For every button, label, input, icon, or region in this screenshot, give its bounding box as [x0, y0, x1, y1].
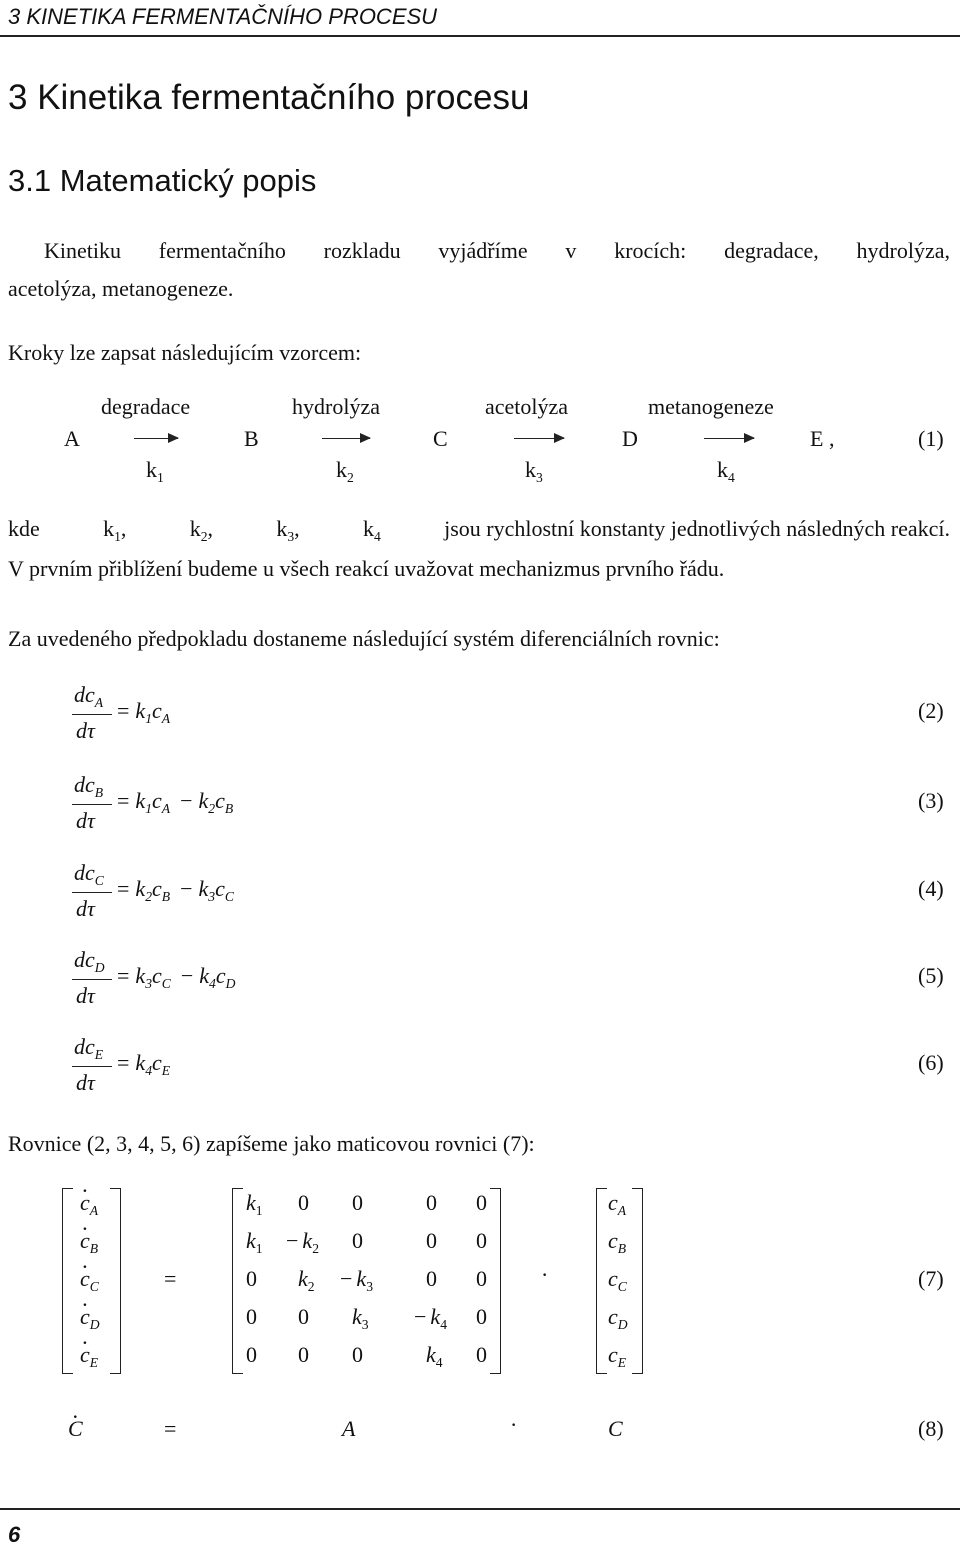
equation-3-numerator	[74, 772, 103, 798]
rhs-entry-a-sub: A	[617, 1202, 627, 1218]
equation-5-term-1-k-base: k	[135, 963, 146, 988]
equation-number-2: (2)	[918, 698, 944, 723]
species-e: E ,	[810, 426, 835, 451]
compact-matrix-a: A	[342, 1416, 356, 1441]
rhs-entry-c-sub: C	[617, 1278, 627, 1294]
equation-2-equals: =	[117, 698, 130, 723]
equation-2-num-sub: A	[94, 694, 104, 710]
equation-2-term-1-c-base: c	[152, 698, 162, 723]
matrix-cell-r1-c3: 0	[352, 1190, 363, 1215]
step-label-hydrolyza: hydrolýza	[292, 394, 380, 419]
rhs-entry-b	[608, 1228, 626, 1254]
equation-5-fraction-line	[72, 979, 112, 980]
step-label-metanogeneze: metanogeneze	[648, 394, 774, 419]
equation-3-term-1	[135, 788, 171, 816]
arrow-1	[134, 438, 178, 439]
matrix-cell-r4-c5: 0	[476, 1304, 487, 1329]
equation-2-numerator	[74, 682, 103, 708]
matrix-cell-r5-c4	[426, 1342, 443, 1368]
matrix-cell-r4-c1: 0	[246, 1304, 257, 1329]
lhs-entry-a-c: · c	[80, 1190, 90, 1215]
equation-3-fraction-line	[72, 804, 112, 805]
equation-6-numerator	[74, 1034, 103, 1060]
matrix-cell-r4-c3-sub: 3	[361, 1316, 369, 1332]
equation-4-rhs	[117, 876, 234, 902]
matrix-cell-r1-c4: 0	[426, 1190, 437, 1215]
page-number: 6	[8, 1522, 21, 1547]
matrix-cell-r2-c1	[246, 1228, 263, 1254]
equation-5-term-2	[199, 963, 236, 991]
matrix-dot-operator: ·	[541, 1262, 549, 1287]
equation-6-rhs	[117, 1050, 170, 1076]
paragraph-2: Kroky lze zapsat následujícím vzorcem:	[8, 340, 362, 365]
lhs-entry-e-c: · c	[80, 1342, 90, 1367]
rate-constant-k1: $k_1$	[146, 457, 164, 485]
rate-constant-k4: $k_4$	[717, 457, 735, 485]
equation-4-term-1-c-base: c	[152, 876, 162, 901]
equation-2-denominator: dτ	[76, 718, 95, 743]
rhs-entry-d-c: c	[608, 1304, 618, 1329]
equation-3-term-2	[198, 788, 234, 816]
equation-5-term-1-c-base: c	[152, 963, 162, 988]
lhs-entry-b-sub: B	[89, 1240, 99, 1256]
equation-number-4: (4)	[918, 876, 944, 901]
paragraph-5: Rovnice (2, 3, 4, 5, 6) zapíšeme jako maticovou rovnici (7):	[8, 1131, 535, 1156]
compact-lhs-cdot: · C	[68, 1416, 83, 1442]
matrix-cell-r5-c5: 0	[476, 1342, 487, 1367]
lhs-entry-e-sub: E	[89, 1354, 99, 1370]
rhs-entry-a	[608, 1190, 626, 1216]
equation-4-term-1	[135, 876, 171, 904]
equation-3-num-base: dc	[74, 772, 95, 797]
matrix-bracket-right	[490, 1188, 501, 1374]
matrix-cell-r1-c1-k: k	[246, 1190, 256, 1215]
matrix-cell-r1-c1	[246, 1190, 263, 1216]
equation-4-num-sub: C	[94, 872, 104, 888]
compact-vector-c: C	[608, 1416, 623, 1441]
running-header: 3 KINETIKA FERMENTAČNÍHO PROCESU	[8, 4, 438, 29]
compact-equals: =	[164, 1416, 177, 1441]
rhs-entry-e-c: c	[608, 1342, 618, 1367]
equation-4-term-2	[198, 876, 234, 904]
rhs-bracket-left	[596, 1188, 607, 1374]
header-rule	[0, 35, 960, 37]
equation-6-term-1-k-sub: 4	[145, 1062, 152, 1078]
equation-3-rhs	[117, 788, 233, 814]
equation-4-term-1-c-sub: B	[161, 888, 171, 904]
equation-4-term-2-c-sub: C	[224, 888, 234, 904]
equation-5-term-1-k-sub: 3	[145, 975, 152, 991]
equation-5-denominator: dτ	[76, 983, 95, 1008]
equation-5-num-base: dc	[74, 947, 95, 972]
matrix-cell-r3-c3	[340, 1266, 373, 1292]
subsection-title: 3.1 Matematický popis	[8, 163, 317, 198]
matrix-cell-r1-c2: 0	[298, 1190, 309, 1215]
paragraph-1-line-2: acetolýza, metanogeneze.	[8, 276, 234, 301]
rate-constant-k3: $k_3$	[525, 457, 543, 485]
equation-3-term-1-c-base: c	[152, 788, 162, 813]
lhs-bracket-left	[62, 1188, 73, 1374]
matrix-cell-r2-c1-k: k	[246, 1228, 256, 1253]
matrix-cell-r5-c1: 0	[246, 1342, 257, 1367]
matrix-cell-r5-c4-sub: 4	[435, 1354, 443, 1370]
equation-3-denominator: dτ	[76, 808, 95, 833]
equation-5-term-2-c-base: c	[215, 963, 226, 988]
rhs-entry-e-sub: E	[617, 1354, 627, 1370]
matrix-cell-r1-c5: 0	[476, 1190, 487, 1215]
matrix-equals: =	[164, 1266, 177, 1291]
species-c: C	[433, 426, 448, 451]
lhs-entry-e	[80, 1342, 98, 1368]
equation-3-term-1-c-sub: A	[161, 800, 171, 816]
paragraph-4: Za uvedeného předpokladu dostaneme následující systém diferenciálních rovnic:	[8, 626, 720, 651]
equation-5-num-sub: D	[94, 959, 105, 975]
lhs-entry-a-sub: A	[89, 1202, 99, 1218]
matrix-cell-r2-c4: 0	[426, 1228, 437, 1253]
matrix-cell-r2-c2-sub: 2	[312, 1240, 319, 1256]
paragraph-3-line-1: kde $k_1$, $k_2$, $k_3$, $k_4$ jsou rychlostní konstanty jednotlivých následných reakcí.	[8, 516, 950, 544]
equation-5-term-1	[135, 963, 171, 991]
equation-6-term-1-c-base: c	[152, 1050, 162, 1075]
equation-2-rhs	[117, 698, 170, 724]
equation-5-numerator	[74, 947, 105, 973]
matrix-cell-r4-c3	[352, 1304, 369, 1330]
equation-2-term-1-k-sub: 1	[145, 710, 152, 726]
equation-6-num-base: dc	[74, 1034, 95, 1059]
equation-6-term-1-c-sub: E	[161, 1062, 171, 1078]
species-a: A	[64, 426, 80, 451]
equation-number-7: (7)	[918, 1266, 944, 1291]
matrix-cell-r5-c2: 0	[298, 1342, 309, 1367]
equation-5-rhs	[117, 963, 235, 989]
equation-3-equals: =	[117, 788, 130, 813]
lhs-entry-b-c: · c	[80, 1228, 90, 1253]
equation-4-term-2-k-base: k	[198, 876, 209, 901]
matrix-cell-r2-c1-sub: 1	[255, 1240, 263, 1256]
equation-4-denominator: dτ	[76, 896, 95, 921]
equation-number-3: (3)	[918, 788, 944, 813]
species-d: D	[622, 426, 638, 451]
matrix-cell-r3-c2-sub: 2	[307, 1278, 315, 1294]
equation-3-term-2-c-sub: B	[224, 800, 234, 816]
step-label-degradace: degradace	[101, 394, 191, 419]
equation-3-term-2-k-base: k	[198, 788, 209, 813]
matrix-cell-r3-c3-sub: 3	[366, 1278, 373, 1294]
section-title: 3 Kinetika fermentačního procesu	[8, 78, 530, 117]
equation-3-term-1-k-sub: 1	[145, 800, 152, 816]
matrix-cell-r5-c4-k: k	[426, 1342, 436, 1367]
step-label-acetolyza: acetolýza	[485, 394, 569, 419]
equation-5-equals: =	[117, 963, 130, 988]
lhs-entry-d	[80, 1304, 100, 1330]
equation-number-5: (5)	[918, 963, 944, 988]
matrix-cell-r2-c2-k: k	[302, 1228, 313, 1253]
arrow-4	[704, 438, 754, 439]
equation-number-1: (1)	[918, 426, 944, 451]
rhs-entry-e	[608, 1342, 626, 1368]
matrix-cell-r3-c4: 0	[426, 1266, 437, 1291]
arrow-3	[514, 438, 564, 439]
matrix-cell-r4-c4	[414, 1304, 447, 1330]
paragraph-3-line-2: V prvním přiblížení budeme u všech reakcí uvažovat mechanizmus prvního řádu.	[8, 556, 725, 581]
lhs-entry-d-sub: D	[89, 1316, 100, 1332]
matrix-cell-r4-c2: 0	[298, 1304, 309, 1329]
equation-6-equals: =	[117, 1050, 130, 1075]
lhs-entry-c-c: · c	[80, 1266, 90, 1291]
equation-6-denominator: dτ	[76, 1070, 95, 1095]
equation-2-term-1-c-sub: A	[161, 710, 171, 726]
rhs-entry-a-c: c	[608, 1190, 618, 1215]
equation-3-term-2-k-sub: 2	[208, 800, 216, 816]
equation-4-term-2-c-base: c	[215, 876, 225, 901]
matrix-cell-r3-c2	[298, 1266, 315, 1292]
equation-3-term-1-k-base: k	[135, 788, 146, 813]
lhs-entry-c	[80, 1266, 99, 1292]
equation-3-term-2-c-base: c	[215, 788, 225, 813]
equation-6-term-1-k-base: k	[135, 1050, 146, 1075]
equation-5-term-2-c-sub: D	[225, 975, 236, 991]
matrix-cell-r2-c2-minus: −	[286, 1228, 299, 1253]
equation-6-fraction-line	[72, 1066, 112, 1067]
lhs-entry-c-sub: C	[89, 1278, 99, 1294]
matrix-bracket-left	[232, 1188, 243, 1374]
rhs-entry-c	[608, 1266, 627, 1292]
compact-dot-operator: ·	[510, 1412, 518, 1437]
matrix-cell-r3-c3-k: k	[356, 1266, 367, 1291]
matrix-cell-r3-c1: 0	[246, 1266, 257, 1291]
equation-2-term-1-k-base: k	[135, 698, 146, 723]
matrix-cell-r4-c3-k: k	[352, 1304, 362, 1329]
equation-4-term-2-k-sub: 3	[208, 888, 216, 904]
equation-5-minus: −	[180, 963, 194, 988]
matrix-cell-r2-c2	[286, 1228, 319, 1254]
matrix-cell-r1-c1-sub: 1	[255, 1202, 263, 1218]
matrix-cell-r2-c5: 0	[476, 1228, 487, 1253]
equation-number-8: (8)	[918, 1416, 944, 1441]
equation-2-term-1	[135, 698, 171, 726]
equation-2-fraction-line	[72, 714, 112, 715]
equation-4-term-1-k-base: k	[135, 876, 146, 901]
arrow-2	[322, 438, 370, 439]
equation-5-term-1-c-sub: C	[161, 975, 171, 991]
equation-number-6: (6)	[918, 1050, 944, 1075]
equation-4-term-1-k-sub: 2	[145, 888, 152, 904]
equation-6-num-sub: E	[94, 1046, 104, 1062]
matrix-cell-r3-c5: 0	[476, 1266, 487, 1291]
rate-constant-k2: $k_2$	[336, 457, 354, 485]
paragraph-1-line-1: Kinetiku fermentačního rozkladu vyjádříme v krocích: degradace, hydrolýza,	[44, 238, 950, 263]
lhs-entry-a	[80, 1190, 98, 1216]
equation-3-minus: −	[180, 788, 193, 813]
equation-6-term-1	[135, 1050, 171, 1078]
rhs-entry-d-sub: D	[617, 1316, 628, 1332]
equation-2-num-base: dc	[74, 682, 95, 707]
rhs-entry-c-c: c	[608, 1266, 618, 1291]
matrix-cell-r3-c3-minus: −	[340, 1266, 353, 1291]
equation-4-minus: −	[180, 876, 193, 901]
equation-4-num-base: dc	[74, 860, 95, 885]
species-b: B	[244, 426, 259, 451]
lhs-entry-b	[80, 1228, 98, 1254]
equation-5-term-2-k-sub: 4	[209, 975, 216, 991]
equation-4-equals: =	[117, 876, 130, 901]
equation-5-term-2-k-base: k	[199, 963, 210, 988]
equation-4-numerator	[74, 860, 104, 886]
rhs-entry-b-c: c	[608, 1228, 618, 1253]
matrix-cell-r5-c3: 0	[352, 1342, 363, 1367]
matrix-cell-r4-c4-minus: −	[414, 1304, 427, 1329]
equation-3-num-sub: B	[94, 784, 104, 800]
lhs-bracket-right	[110, 1188, 121, 1374]
rhs-bracket-right	[632, 1188, 643, 1374]
footer-rule	[0, 1508, 960, 1510]
equation-4-fraction-line	[72, 892, 112, 893]
matrix-cell-r4-c4-k: k	[430, 1304, 441, 1329]
matrix-cell-r2-c3: 0	[352, 1228, 363, 1253]
lhs-entry-d-c: · c	[80, 1304, 90, 1329]
rhs-entry-b-sub: B	[617, 1240, 627, 1256]
rhs-entry-d	[608, 1304, 628, 1330]
matrix-cell-r4-c4-sub: 4	[440, 1316, 447, 1332]
matrix-cell-r3-c2-k: k	[298, 1266, 308, 1291]
